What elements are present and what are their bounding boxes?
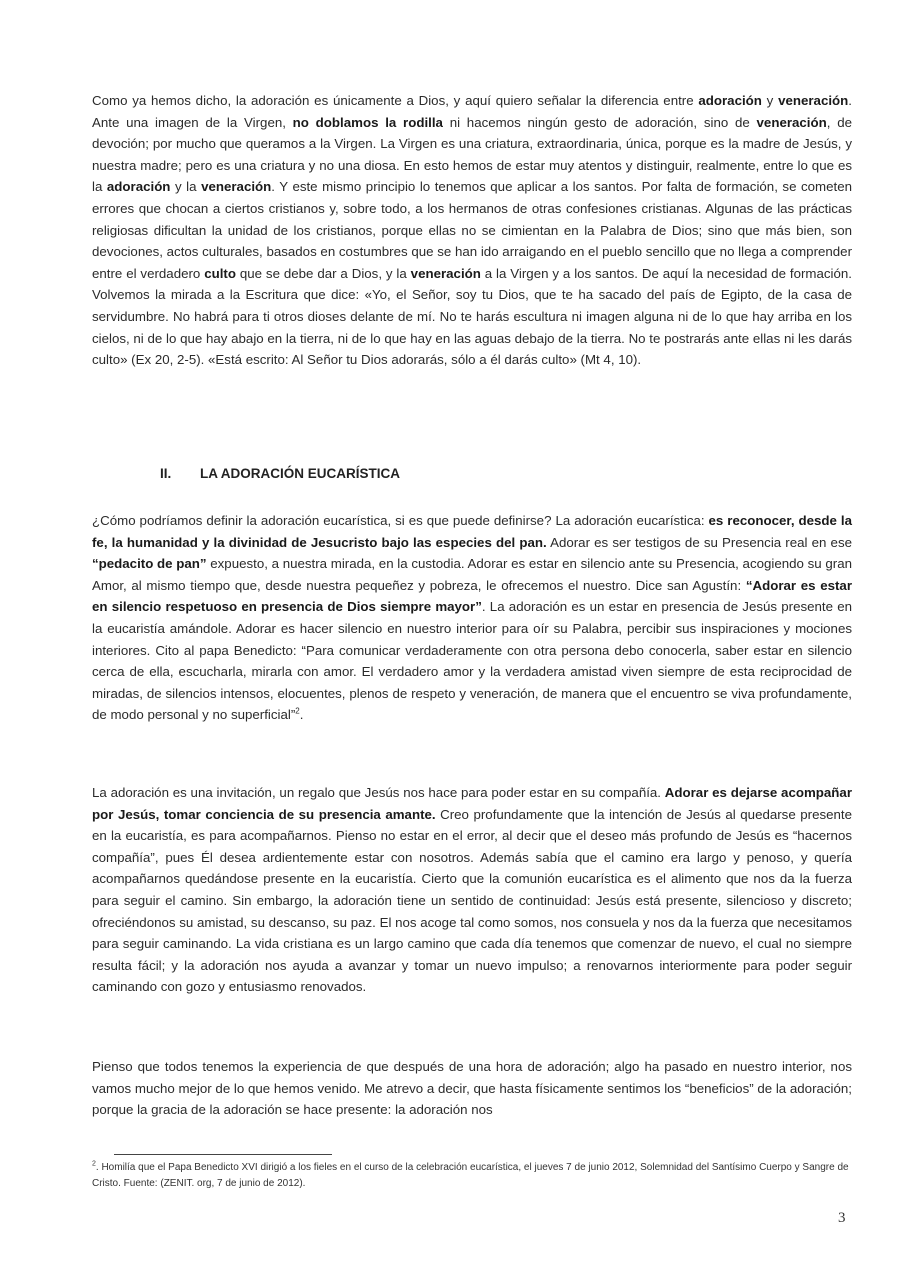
text-run: ni hacemos ningún gesto de adoración, sino de: [442, 114, 757, 130]
page-number: 3: [838, 1210, 846, 1226]
footnote: [92, 1160, 852, 1192]
footnote-separator: [114, 1154, 332, 1155]
text-run: . La adoración es un estar en presencia de Jesús presente en la eucaristía amándole. Adorar es hacer silencio en nuestro interior para oír su Palabra, percibir sus inspiraciones y mociones interiores. Cito al papa Benedicto: “Para comunicar verdaderamente con otra persona debo conocerla, saber estar en silencio cerca de ella, escucharla, mirarla con amor. El verdadero amor y la verdadera amistad viven siempre de esta reciprocidad de miradas, de silencios intensos, elocuentes, plenos de respeto y veneración, de manera que el encuentro se viva profundamente, de modo personal y no superficial”: [92, 599, 852, 723]
bold-run: Adorar es dejarse acompañar por Jesús, tomar conciencia de su presencia amante.: [92, 785, 853, 822]
text-run: . Ante una imagen de la Virgen,: [92, 93, 852, 130]
bold-run: veneración: [778, 93, 849, 108]
text-run: Adorar es ser testigos de su Presencia real en ese: [546, 534, 852, 550]
bold-run: veneración: [756, 114, 827, 130]
text-run: y: [761, 93, 779, 108]
paragraph-invitacion: [92, 782, 852, 998]
text-run: que se debe dar a Dios, y la: [235, 265, 411, 281]
footnote-reference: 2: [295, 706, 300, 716]
footnote-marker: 2: [92, 1160, 96, 1168]
bold-run: culto: [204, 265, 236, 281]
bold-run: no doblamos la rodilla: [292, 114, 443, 130]
text-run: . Y este mismo principio lo tenemos que aplicar a los santos. Por falta de formación, se cometen errores que chocan a ciertos cristianos y, sobre todo, a los hermanos de otras confesiones cristianas. Algunas de las prácticas religiosas dificultan la unidad de los cristianos, porque ellas no se cimientan en la Palabra de Dios; sino que más bien, son devociones, actos culturales, basados en costumbres que se han ido arraigando en el pueblo sencillo que no llega a comprender entre el verdadero: [92, 179, 853, 281]
bold-run: adoración: [698, 93, 762, 108]
section-heading: [160, 466, 400, 481]
text-run: a la Virgen y a los santos. De aquí la necesidad de formación. Volvemos la mirada a la Escritura que dice: «Yo, el Señor, soy tu Dios, que te ha sacado del país de Egipto, de la casa de servidumbre. No habrá para ti otros dioses delante de mí. No te harás escultura ni imagen alguna ni de lo que hay arriba en los cielos, ni de lo que hay abajo en la tierra, ni de lo que hay en las aguas debajo de la tierra. No te postrarás ante ellas ni les darás culto» (Ex 20, 2-5). «Está escrito: Al Señor tu Dios adorarás, sólo a él darás culto» (Mt 4, 10).: [92, 265, 852, 368]
section-number: II.: [160, 466, 172, 481]
text-run: Pienso que todos tenemos la experiencia de que después de una hora de adoración; algo ha pasado en nuestro interior, nos vamos mucho mejor de lo que hemos venido. Me atrevo a decir, que hasta físicamente sentimos los “beneficios” de la adoración; porque la gracia de la adoración se hace presente: la adoración nos: [92, 1059, 852, 1118]
paragraph-adoracion-veneracion: [92, 90, 852, 371]
bold-run: “pedacito de pan”: [92, 556, 207, 572]
bold-run: es reconocer, desde la fe, la humanidad y la divinidad de Jesucristo bajo las especies del pan.: [92, 513, 852, 550]
bold-run: veneración: [201, 179, 272, 195]
text-run: , de devoción; por mucho que queramos a la Virgen. La Virgen es una criatura, extraordinaria, única, porque es la madre de Jesús, y nuestra madre; pero es una criatura y no una diosa. En esto hemos de estar muy atentos y distinguir, realmente, entre lo que es la: [92, 114, 852, 195]
bold-run: adoración: [106, 179, 171, 195]
text-run: y la: [170, 179, 202, 195]
bold-run: veneración: [410, 265, 481, 281]
paragraph-experiencia: [92, 1056, 852, 1121]
text-run: La adoración es una invitación, un regalo que Jesús nos hace para poder estar en su compañía.: [92, 785, 665, 800]
text-run: Creo profundamente que la intención de Jesús al quedarse presente en la eucaristía, es para acompañarnos. Pienso no estar en el error, al decir que el deseo más profundo de Jesús es “hacernos compañía”, pues Él desea ardientemente estar con nosotros. Además sabía que el camino era largo y penoso, y quería acompañarnos quedándose presente en la eucaristía. Cierto que la comunión eucarística es el alimento que nos da la fuerza para seguir el camino. Sin embargo, la adoración tiene un sentido de continuidad: Jesús está presente, silencioso y discreto; ofreciéndonos su amistad, su descanso, su paz. El nos acoge tal como somos, nos consuela y nos da la fuerza que necesitamos para seguir caminando. La vida cristiana es un largo camino que cada día tenemos que comenzar de nuevo, el cual no siempre resulta fácil; y la adoración nos ayuda a avanzar y tomar un nuevo impulso; a renovarnos interiormente para poder seguir caminando con gozo y entusiasmo renovados.: [92, 806, 852, 995]
text-run: ¿Cómo podríamos definir la adoración eucarística, si es que puede definirse? La adoración eucarística:: [92, 513, 709, 528]
text-run: expuesto, a nuestra mirada, en la custodia. Adorar es estar en silencio ante su Presencia, acogiendo su gran Amor, al mismo tiempo que, desde nuestra pequeñez y pobreza, le ofrecemos el nuestro. Dice san Agustín:: [92, 556, 852, 593]
footnote-text: . Homilía que el Papa Benedicto XVI dirigió a los fieles en el curso de la celebración eucarística, el jueves 7 de junio 2012, Solemnidad del Santísimo Cuerpo y Sangre de Cristo. Fuente: (ZENIT. org, 7 de junio de 2012).: [92, 1162, 849, 1189]
section-title: LA ADORACIÓN EUCARÍSTICA: [200, 466, 400, 481]
paragraph-definicion-adoracion: [92, 510, 852, 726]
text-run: Como ya hemos dicho, la adoración es únicamente a Dios, y aquí quiero señalar la diferencia entre: [92, 93, 699, 108]
bold-run: “Adorar es estar en silencio respetuoso en presencia de Dios siempre mayor”: [92, 577, 852, 615]
text-run: .: [299, 707, 304, 723]
